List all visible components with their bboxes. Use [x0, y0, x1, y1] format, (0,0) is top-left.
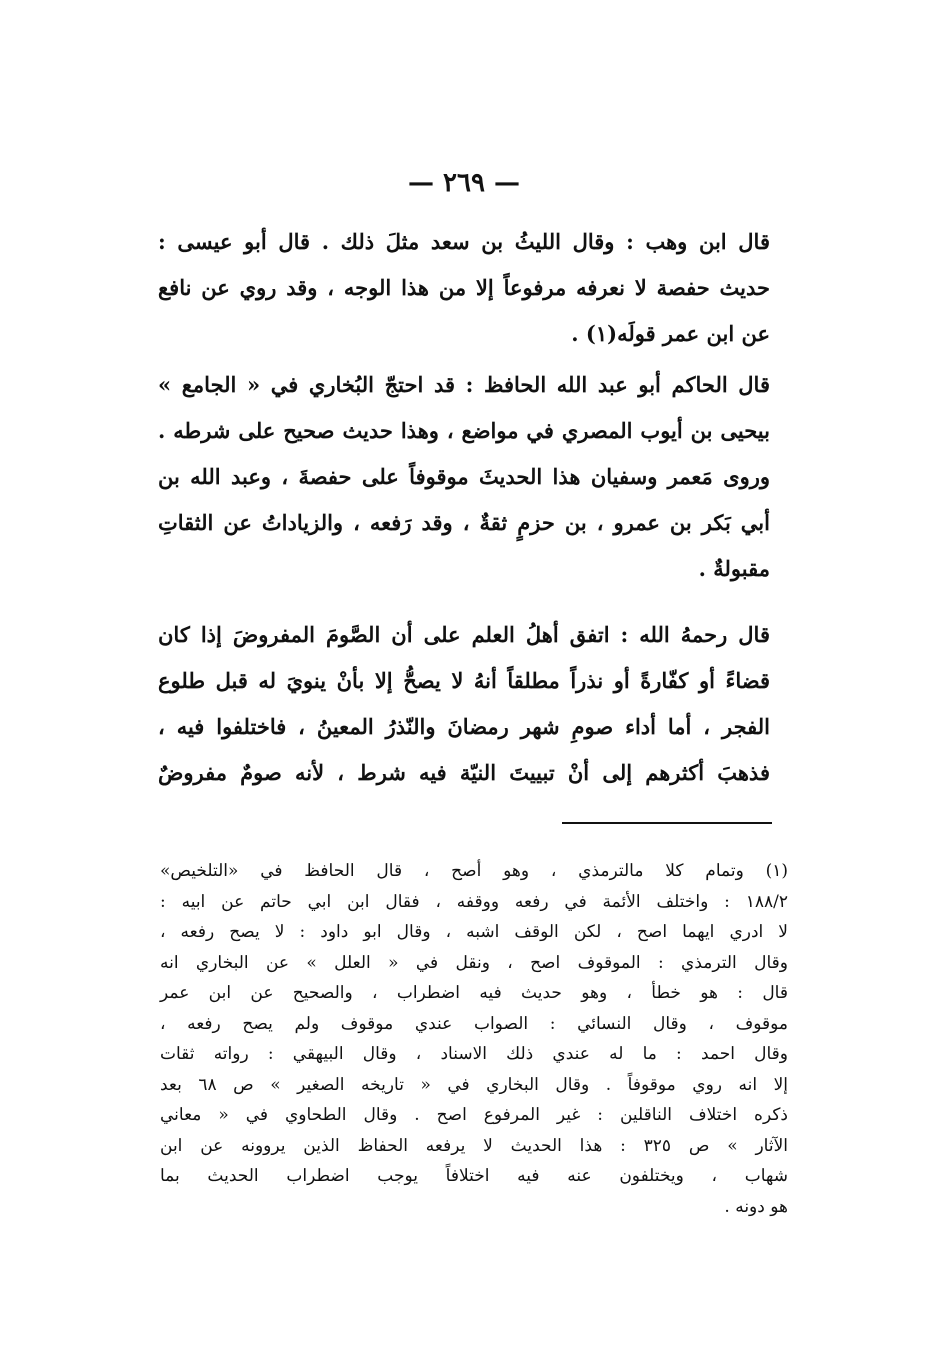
text-line: أبي بَكر بن عمرو ، بن حزمٍ ثقةٌ ، وقد رَفعه ، والزياداتُ عن الثقاتِ	[158, 510, 770, 535]
text-line: بيحيى بن أيوب المصري في مواضع ، وهذا حديث صحيح على شرطه .	[158, 418, 770, 443]
footnote-line: الآثار » ص ٣٢٥ : هذا الحديث لا يرفعه الحفاظ الذين يروونه عن ابن	[160, 1135, 788, 1156]
paragraph-2	[158, 362, 770, 592]
text-line: قال ابن وهب : وقال الليثُ بن سعد مثلَ ذلك . قال أبو عيسى :	[158, 229, 770, 254]
footnote-line: ١٨٨/٢ : واختلف الأئمة في رفعه ووقفه ، فقال ابن ابي حاتم عن ابيه :	[160, 891, 788, 912]
footnote-line: لا ادري ايهما اصح ، لكن الوقف اشبه ، وقال ابو داود : لا يصح رفعه ،	[160, 922, 788, 942]
text-line: قال الحاكم أبو عبد الله الحافظ : قد احتجّ البُخاري في « الجامع »	[158, 372, 770, 397]
footnote-line: موقوف ، وقال النسائي : الصواب عندي موقوف ولم يصح رفعه ،	[160, 1013, 788, 1034]
text-line: حديث حفصة لا نعرفه مرفوعاً إلا من هذا الوجه ، وقد روي عن نافع	[158, 275, 770, 300]
text-line: وروى مَعمر وسفيان هذا الحديثَ موقوفاً على حفصةَ ، وعبد الله بن	[158, 464, 770, 489]
footnote-line: هو دونه .	[724, 1196, 788, 1217]
footnote-line: إلا انه روي موقوفاً . وقال البخاري في « تاريخه الصغير » ص ٦٨ بعد	[160, 1074, 789, 1095]
text-line: قضاءً أو كفّارةً أو نذراً مطلقاً أنهُ لا يصحُّ إلا بأنْ ينويَ له قبل طلوع	[158, 668, 770, 693]
text-line: فذهبَ أكثرهم إلى أنْ تبييتَ النيّة فيه شرط ، لأنه صومٌ مفروضٌ	[158, 760, 770, 785]
footnote-line: شهاب ، ويختلفون عنه فيه اختلافاً يوجب اضطراب الحديث بما	[160, 1166, 788, 1186]
footnote-line: وقال الترمذي : الموقوف اصح ، ونقل في « العلل » عن البخاري انه	[160, 952, 788, 973]
footnote-divider	[562, 822, 772, 824]
text-line: قال رحمهُ الله : اتفق أهلُ العلم على أن الصَّومَ المفروضَ إذا كان	[158, 622, 770, 647]
text-line: عن ابن عمر قولَه(١) .	[571, 321, 770, 346]
paragraph-3	[158, 612, 770, 796]
paragraph-1	[158, 219, 770, 357]
text-line: الفجر ، أما أداء صومِ شهر رمضانَ والنّذرُ المعينُ ، فاختلفوا فيه ،	[158, 714, 770, 739]
footnote-line: (١) وتمام كلا مالترمذي ، وهو أصح ، قال الحافظ في «التلخيص»	[160, 861, 788, 881]
footnote-line: وقال احمد : ما له عندي ذلك الاسناد ، وقال البيهقي : رواته ثقات	[160, 1044, 788, 1064]
footnote-line: ذكره اختلاف الناقلين : غير المرفوع اصح . وقال الطحاوي في « معاني	[160, 1105, 788, 1125]
text-line: مقبولةٌ .	[698, 556, 770, 581]
page-number: — ٢٦٩ —	[407, 168, 521, 198]
footnote-line: قال : هو خطأ ، وهو حديث فيه اضطراب ، والصحيح عن ابن عمر	[160, 983, 788, 1003]
footnotes	[160, 856, 788, 1222]
